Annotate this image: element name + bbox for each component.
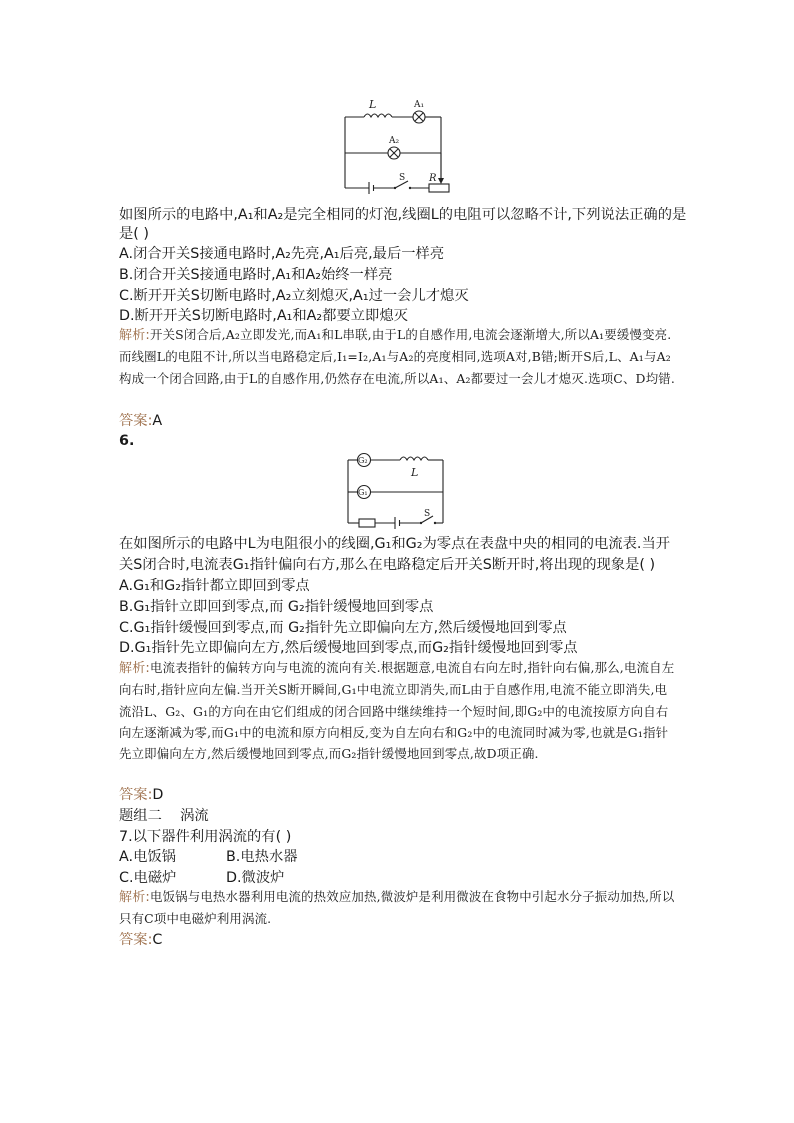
q7-stem: 7.以下器件利用涡流的有( ) — [119, 829, 292, 845]
group-title: 题组二 涡流 — [119, 808, 209, 824]
q7-analysis — [119, 886, 675, 930]
q6-answer-value: D — [152, 787, 164, 803]
label-L: L — [411, 466, 419, 479]
q5-option-b: B.闭合开关S接通电路时,A₁和A₂始终一样亮 — [119, 267, 393, 283]
q5-answer-value: A — [152, 413, 163, 429]
q7-options-row2 — [119, 869, 679, 887]
circuit-diagram-q5 — [335, 96, 460, 196]
q7-analysis-text: 电饭锅与电热水器利用电流的热效应加热,微波炉是利用微波在食物中引起水分子振动加热,所以只有C项中电磁炉利用涡流. — [119, 889, 675, 927]
label-A1: A₁ — [414, 100, 425, 110]
q6-option-a: A.G₁和G₂指针都立即回到零点 — [119, 578, 310, 594]
q6-stem-line1: 在如图所示的电路中L为电阻很小的线圈,G₁和G₂为零点在表盘中央的相同的电流表.当开 — [119, 536, 671, 552]
analysis-label: 解析: — [119, 890, 150, 905]
q7-answer — [119, 931, 679, 949]
q5-stem-line2: 是( ) — [119, 226, 149, 242]
q5-stem-line1: 如图所示的电路中,A₁和A₂是完全相同的灯泡,线圈L的电阻可以忽略不计,下列说法正确的是 — [119, 207, 687, 223]
q7-option-d: D.微波炉 — [226, 870, 285, 886]
q7-option-a: A.电饭锅 — [119, 849, 176, 865]
q6-option-b: B.G₁指针立即回到零点,而 G₂指针缓慢地回到零点 — [119, 599, 434, 615]
q5-option-a: A.闭合开关S接通电路时,A₂先亮,A₁后亮,最后一样亮 — [119, 246, 445, 262]
q6-analysis — [119, 657, 675, 764]
circuit-diagram-q6 — [345, 449, 457, 529]
q6-stem-line2: 关S闭合时,电流表G₁指针偏向右方,那么在电路稳定后开关S断开时,将出现的现象是( ) — [119, 557, 656, 573]
label-R: R — [429, 173, 437, 184]
q7-answer-value: C — [152, 932, 163, 948]
q5-analysis-text: 开关S闭合后,A₂立即发光,而A₁和L串联,由于L的自感作用,电流会逐渐增大,所以A₁要缓慢变亮.而线圈L的电阻不计,所以当电路稳定后,I₁=I₂,A₁与A₂的亮度相同,选项A对,B错;断开S后,L、A₁与A₂构成一个闭合回路,由于L的自感作用,仍然存在电流,所以A₁、A₂都要过一会儿才熄灭.选项C、D均错. — [119, 327, 676, 386]
q5-answer — [119, 412, 679, 430]
q7-option-c: C.电磁炉 — [119, 870, 177, 886]
answer-label: 答案: — [119, 787, 153, 803]
label-S: S — [399, 173, 406, 183]
label-L: L — [369, 98, 377, 111]
analysis-label: 解析: — [119, 328, 150, 343]
q6-option-c: C.G₁指针缓慢回到零点,而 G₂指针先立即偏向左方,然后缓慢地回到零点 — [119, 620, 567, 636]
label-S: S — [424, 509, 431, 519]
answer-label: 答案: — [119, 413, 153, 429]
label-A2: A₂ — [389, 136, 400, 146]
q6-answer — [119, 786, 679, 804]
q6-analysis-text: 电流表指针的偏转方向与电流的流向有关.根据题意,电流自右向左时,指针向右偏,那么,电流自左向右时,指针应向左偏.当开关S断开瞬间,G₁中电流立即消失,而L由于自感作用,电流不能立即消失,电流沿L、G₂、G₁的方向在由它们组成的闭合回路中继续维持一个短时间,即G₂中的电流按原方向自右向左逐渐减为零,而G₁中的电流和原方向相反,变为自左向右和G₂中的电流同时减为零,也就是G₁指针先立即偏向左方,然后缓慢地回到零点,而G₂指针缓慢地回到零点,故D项正确. — [119, 660, 675, 762]
q7-option-b: B.电热水器 — [226, 849, 298, 865]
q6-number: 6. — [119, 433, 135, 449]
q6-option-d: D.G₁指针先立即偏向左方,然后缓慢地回到零点,而G₂指针缓慢地回到零点 — [119, 640, 578, 656]
answer-label: 答案: — [119, 932, 153, 948]
analysis-label: 解析: — [119, 661, 150, 676]
q5-option-d: D.断开开关S切断电路时,A₁和A₂都要立即熄灭 — [119, 308, 408, 324]
q7-options-row1 — [119, 848, 679, 866]
q5-analysis — [119, 324, 675, 389]
label-G2: G₂ — [358, 456, 368, 465]
q5-option-c: C.断开开关S切断电路时,A₂立刻熄灭,A₁过一会儿才熄灭 — [119, 288, 469, 304]
label-G1: G₁ — [358, 488, 368, 497]
